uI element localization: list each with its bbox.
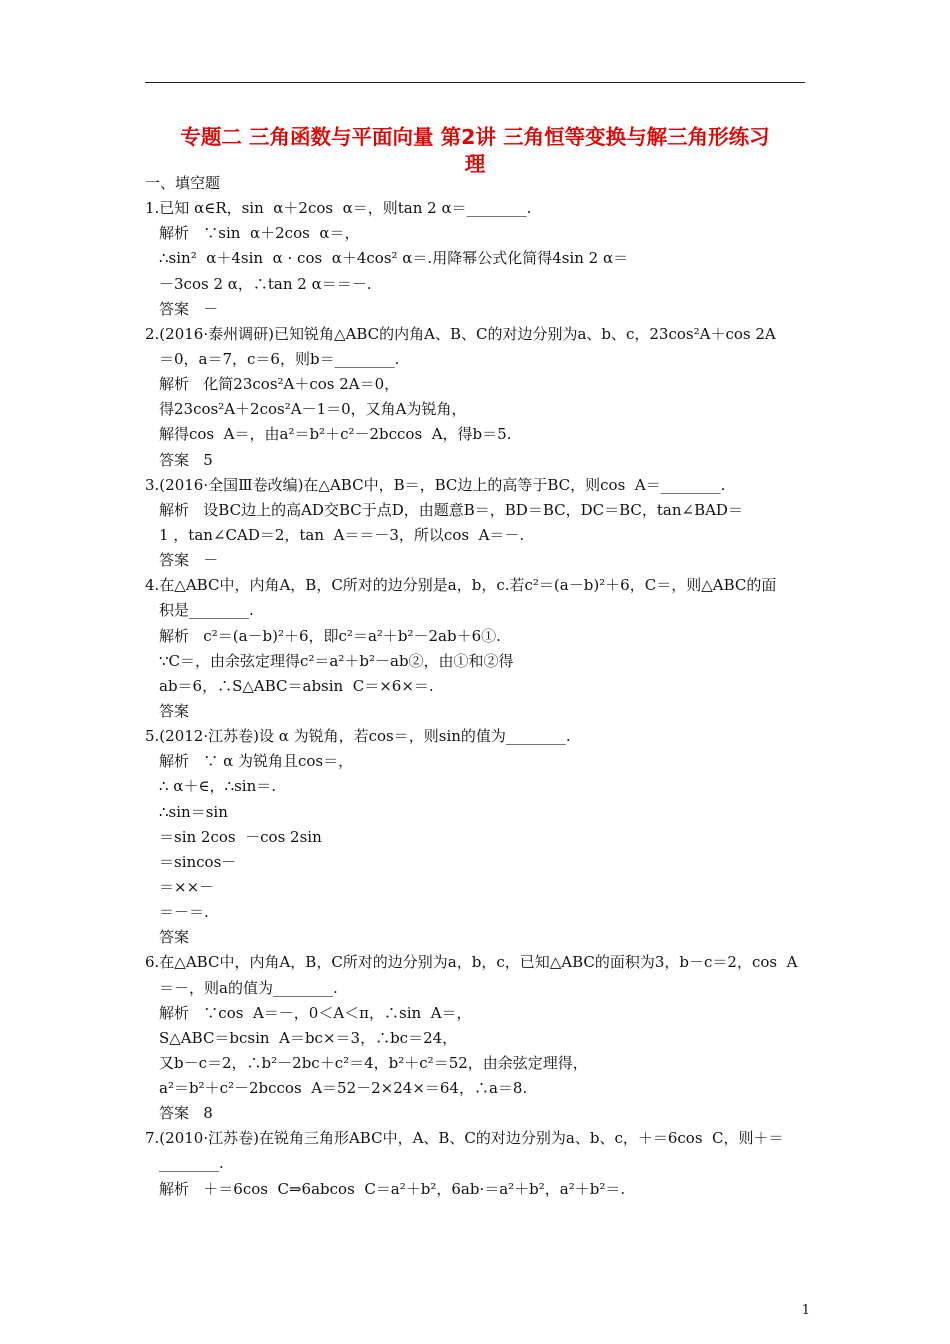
text-line: 解得cos A＝，由a²＝b²＋c²－2bccos A，得b＝5. <box>159 425 512 444</box>
text-line: 解析 化简23cos²A＋cos 2A＝0， <box>159 375 400 394</box>
text-line: 答案 － <box>159 299 219 318</box>
document-title <box>145 124 805 178</box>
text-line: 解析 ∵ α 为锐角且cos＝， <box>159 752 354 771</box>
header-rule <box>145 82 805 83</box>
text-line: 4.在△ABC中，内角A，B，C所对的边分别是a，b，c.若c²＝(a－b)²＋6，C＝，则△ABC的面 <box>145 576 777 595</box>
text-line: 1 ，tan∠CAD＝2，tan A＝＝－3，所以cos A＝－. <box>159 525 525 544</box>
text-line: 答案 5 <box>159 450 213 469</box>
text-line: a²＝b²＋c²－2bccos A＝52－2×24×＝64，∴a＝8. <box>159 1079 528 1098</box>
text-line: 一、填空题 <box>145 174 221 192</box>
text-line: 解析 ＋＝6cos C⇒6abcos C＝a²＋b²，6ab·＝a²＋b²，a²＋b²＝. <box>159 1179 626 1198</box>
document-body <box>145 171 810 1202</box>
text-line: 解析 ∵sin α＋2cos α＝， <box>159 224 360 243</box>
text-line: ∴sin² α＋4sin α · cos α＋4cos² α＝.用降幂公式化简得4sin 2 α＝ <box>159 249 629 268</box>
text-line: ab＝6，∴S△ABC＝absin C＝×6×＝. <box>159 676 434 695</box>
text-line: 3.(2016·全国Ⅲ卷改编)在△ABC中，B＝，BC边上的高等于BC，则cos A＝________. <box>145 475 726 494</box>
text-line: ＝－，则a的值为________. <box>159 978 338 997</box>
text-line: 7.(2010·江苏卷)在锐角三角形ABC中，A、B、C的对边分别为a、b、c，＋＝6cos C，则＋＝ <box>145 1129 784 1148</box>
text-line: 又b－c＝2，∴b²－2bc＋c²＝4，b²＋c²＝52，由余弦定理得， <box>159 1053 588 1072</box>
text-line: 解析 c²＝(a－b)²＋6，即c²＝a²＋b²－2ab＋6①. <box>159 626 501 645</box>
title-line-2: 理 <box>464 152 486 176</box>
text-line: 答案 <box>159 928 190 947</box>
text-line: 答案 － <box>159 551 219 570</box>
text-line: ________. <box>159 1154 224 1173</box>
text-line: 积是________. <box>159 601 254 620</box>
title-line-1: 专题二 三角函数与平面向量 第2讲 三角恒等变换与解三角形练习 <box>180 125 770 149</box>
text-line: 1.已知 α∈R，sin α＋2cos α＝，则tan 2 α＝________. <box>145 199 532 218</box>
text-line: 解析 设BC边上的高AD交BC于点D，由题意B＝，BD＝BC，DC＝BC，tan∠BAD＝ <box>159 500 743 519</box>
text-line: 答案 8 <box>159 1104 213 1123</box>
text-line: ＝－＝. <box>159 903 209 922</box>
text-line: ＝sin 2cos －cos 2sin <box>159 827 322 846</box>
text-line: 6.在△ABC中，内角A，B，C所对的边分别为a，b，c，已知△ABC的面积为3，b－c＝2，cos A <box>145 953 798 972</box>
text-line: 解析 ∵cos A＝－，0＜A＜π，∴sin A＝， <box>159 1003 472 1022</box>
text-line: 答案 <box>159 701 190 720</box>
text-line: ∴ α＋∈，∴sin＝. <box>159 777 277 796</box>
text-line: ＝sincos－ <box>159 852 237 871</box>
text-line: 5.(2012·江苏卷)设 α 为锐角，若cos＝，则sin的值为________. <box>145 727 571 746</box>
text-line: 得23cos²A＋2cos²A－1＝0，又角A为锐角， <box>159 400 467 419</box>
text-line: S△ABC＝bcsin A＝bc×＝3，∴bc＝24， <box>159 1028 458 1047</box>
text-line: ∴sin＝sin <box>159 802 228 821</box>
text-line: ＝××－ <box>159 877 215 896</box>
text-line: 2.(2016·泰州调研)已知锐角△ABC的内角A、B、C的对边分别为a、b、c，23cos²A＋cos 2A <box>145 324 776 343</box>
text-line: －3cos 2 α，∴tan 2 α＝＝－. <box>159 274 372 293</box>
text-line: ∵C＝，由余弦定理得c²＝a²＋b²－ab②，由①和②得 <box>159 651 514 670</box>
text-line: ＝0，a＝7，c＝6，则b＝________. <box>159 349 400 368</box>
page-number: 1 <box>801 1303 810 1318</box>
